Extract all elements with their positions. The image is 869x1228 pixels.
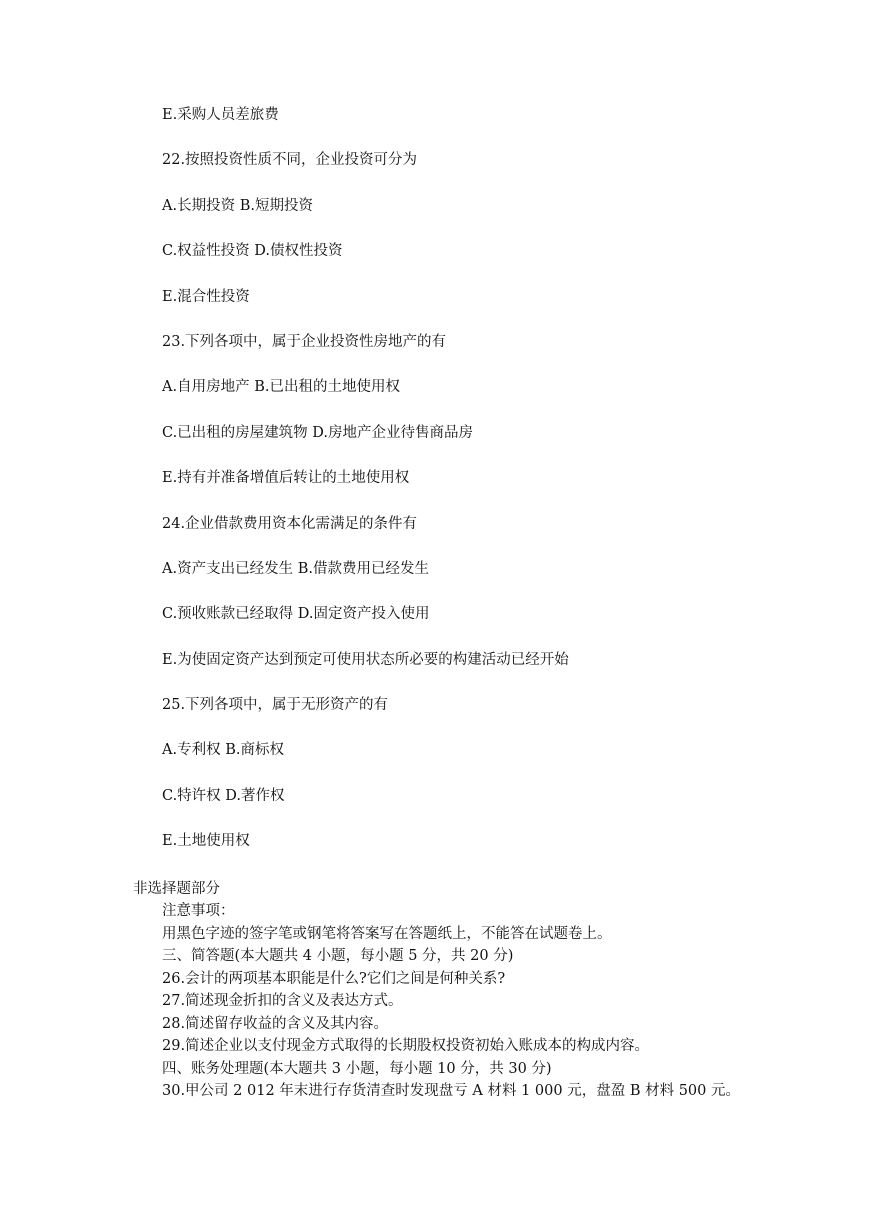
- question-22: 22.按照投资性质不同，企业投资可分为: [162, 152, 418, 169]
- option-line: C.权益性投资 D.债权性投资: [162, 243, 343, 260]
- non-choice-block: [162, 900, 842, 1103]
- question-27: 27.简述现金折扣的含义及表达方式。: [162, 993, 403, 1009]
- option-line: C.预收账款已经取得 D.固定资产投入使用: [162, 606, 430, 623]
- option-line: E.混合性投资: [162, 288, 250, 305]
- option-line: E.采购人员差旅费: [162, 107, 279, 123]
- question-24: 24.企业借款费用资本化需满足的条件有: [162, 515, 418, 532]
- question-30: 30.甲公司 2 012 年末进行存货清查时发现盘亏 A 材料 1 000 元，盘盈 B 材料 500 元。: [162, 1083, 740, 1099]
- notice-title: 注意事项：: [162, 903, 235, 919]
- option-line: E.土地使用权: [162, 833, 250, 850]
- question-28: 28.简述留存收益的含义及其内容。: [162, 1015, 389, 1032]
- option-line: E.为使固定资产达到预定可使用状态所必要的构建活动已经开始: [162, 651, 569, 668]
- section-heading: 非选择题部分: [133, 881, 220, 897]
- question-29: 29.简述企业以支付现金方式取得的长期股权投资初始入账成本的构成内容。: [162, 1038, 650, 1054]
- option-line: C.已出租的房屋建筑物 D.房地产企业待售商品房: [162, 424, 474, 441]
- part-three-heading: 三、简答题(本大题共 4 小题，每小题 5 分，共 20 分): [162, 948, 514, 964]
- multiple-choice-block: [162, 104, 842, 876]
- question-25: 25.下列各项中，属于无形资产的有: [162, 697, 389, 714]
- question-26: 26.会计的两项基本职能是什么?它们之间是何种关系?: [162, 970, 506, 987]
- notice-text: 用黑色字迹的签字笔或钢笔将答案写在答题纸上，不能答在试题卷上。: [162, 925, 612, 942]
- option-line: A.专利权 B.商标权: [162, 742, 284, 759]
- option-line: E.持有并准备增值后转让的土地使用权: [162, 470, 410, 487]
- option-line: A.自用房地产 B.已出租的土地使用权: [162, 379, 400, 396]
- option-line: C.特许权 D.著作权: [162, 787, 285, 804]
- question-23: 23.下列各项中，属于企业投资性房地产的有: [162, 333, 447, 350]
- part-four-heading: 四、账务处理题(本大题共 3 小题，每小题 10 分，共 30 分): [162, 1060, 552, 1077]
- option-line: A.资产支出已经发生 B.借款费用已经发生: [162, 560, 429, 577]
- option-line: A.长期投资 B.短期投资: [162, 197, 313, 214]
